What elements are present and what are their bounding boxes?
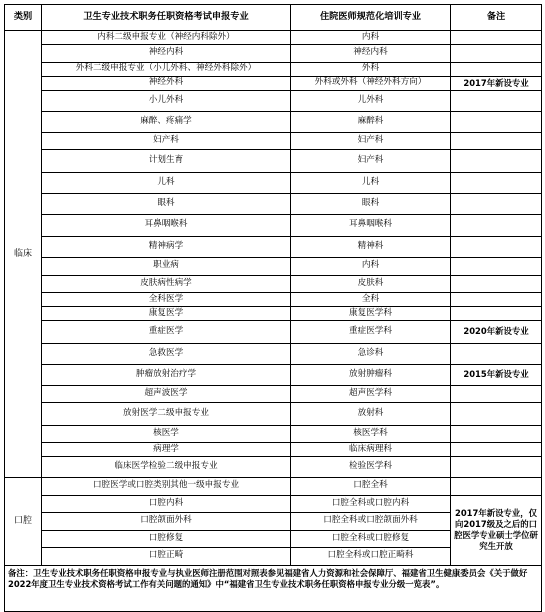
note-cell: 2015年新设专业 [451,364,542,385]
exam-specialty-cell: 重症医学 [42,321,291,344]
note-cell [451,172,542,193]
exam-specialty-cell: 口腔内科 [42,495,291,513]
table-row [5,307,542,321]
residency-specialty-cell: 全科 [291,293,451,307]
footnote-cell [5,565,542,611]
header-note: 备注 [451,5,542,31]
exam-specialty-cell: 妇产科 [42,132,291,150]
table-row [5,403,542,426]
clinical-section [5,31,542,478]
residency-specialty-cell: 口腔全科或口腔修复 [291,530,451,548]
table-row [5,237,542,258]
note-cell [451,150,542,173]
exam-specialty-cell: 口腔颌面外科 [42,513,291,531]
residency-specialty-cell: 康复医学科 [291,307,451,321]
exam-specialty-cell: 口腔正畸 [42,548,291,566]
table-row [5,45,542,63]
table-row [5,343,542,364]
note-cell [451,111,542,132]
exam-specialty-cell: 放射医学二级申报专业 [42,403,291,426]
note-cell [451,31,542,45]
footnote-label: 备注： [8,567,34,578]
table-row [5,90,542,111]
note-cell [451,275,542,293]
table-row [5,495,542,513]
table-row [5,443,542,457]
exam-specialty-cell: 神经内科 [42,45,291,63]
residency-specialty-cell: 超声医学科 [291,385,451,403]
exam-specialty-cell: 麻醉、疼痛学 [42,111,291,132]
table-row [5,111,542,132]
note-cell [451,90,542,111]
residency-specialty-cell: 妇产科 [291,132,451,150]
note-cell: 2017年新设专业 [451,76,542,90]
residency-specialty-cell: 精神科 [291,237,451,258]
table-row [5,258,542,276]
residency-specialty-cell: 口腔全科或口腔颌面外科 [291,513,451,531]
exam-specialty-cell: 超声波医学 [42,385,291,403]
category-cell-clinical: 临床 [5,31,42,478]
note-cell [451,45,542,63]
table-row [5,31,542,45]
table-row [5,62,542,76]
table-row [5,321,542,344]
residency-specialty-cell: 核医学科 [291,425,451,443]
exam-specialty-cell: 全科医学 [42,293,291,307]
exam-specialty-cell: 职业病 [42,258,291,276]
residency-specialty-cell: 妇产科 [291,150,451,173]
residency-specialty-cell: 临床病理科 [291,443,451,457]
residency-specialty-cell: 眼科 [291,193,451,214]
residency-specialty-cell: 外科 [291,62,451,76]
table-row [5,76,542,90]
note-cell [451,343,542,364]
note-cell [451,258,542,276]
table-row [5,293,542,307]
note-cell [451,193,542,214]
exam-specialty-cell: 眼科 [42,193,291,214]
exam-specialty-cell: 外科二级申报专业（小儿外科、神经外科除外） [42,62,291,76]
residency-specialty-cell: 口腔全科或口腔内科 [291,495,451,513]
exam-specialty-cell: 神经外科 [42,76,291,90]
note-cell [451,293,542,307]
exam-specialty-cell: 皮肤病性病学 [42,275,291,293]
table-row [5,457,542,478]
table-row [5,425,542,443]
exam-specialty-cell: 小儿外科 [42,90,291,111]
footnote-section [5,565,542,611]
residency-specialty-cell: 神经内科 [291,45,451,63]
residency-specialty-cell: 皮肤科 [291,275,451,293]
note-cell [451,457,542,478]
table-row [5,364,542,385]
exam-specialty-cell: 儿科 [42,172,291,193]
note-cell [451,307,542,321]
footnote-text: 卫生专业技术职务任职资格申报专业与执业医师注册范围对照表参见福建省人力资源和社会保障厅、福建省卫生健康委员会《关于做好2022年度卫生专业技术资格考试工作有关问题的通知》中“福建省卫生专业技术职务任职资格申报专业分级一览表”。 [8,567,528,589]
residency-specialty-cell: 儿外科 [291,90,451,111]
residency-specialty-cell: 放射科 [291,403,451,426]
exam-specialty-cell: 肿瘤放射治疗学 [42,364,291,385]
residency-specialty-cell: 内科 [291,31,451,45]
note-cell [451,214,542,237]
note-cell [451,425,542,443]
table-row [5,132,542,150]
exam-specialty-cell: 口腔修复 [42,530,291,548]
residency-specialty-cell: 口腔全科 [291,478,451,496]
residency-specialty-cell: 急诊科 [291,343,451,364]
oral-section [5,478,542,566]
residency-specialty-cell: 检验医学科 [291,457,451,478]
table-row [5,193,542,214]
residency-specialty-cell: 麻醉科 [291,111,451,132]
header-category: 类别 [5,5,42,31]
note-cell [451,132,542,150]
table-row [5,150,542,173]
exam-specialty-cell: 临床医学检验二级申报专业 [42,457,291,478]
header-exam-specialty: 卫生专业技术职务任职资格考试申报专业 [42,5,291,31]
residency-specialty-cell: 口腔全科或口腔正畸科 [291,548,451,566]
note-cell: 2020年新设专业 [451,321,542,344]
residency-specialty-cell: 内科 [291,258,451,276]
exam-specialty-cell: 病理学 [42,443,291,457]
exam-specialty-cell: 内科二级申报专业（神经内科除外） [42,31,291,45]
note-cell [451,62,542,76]
note-cell [451,403,542,426]
table-row [5,275,542,293]
exam-specialty-cell: 计划生育 [42,150,291,173]
residency-specialty-cell: 耳鼻咽喉科 [291,214,451,237]
exam-specialty-cell: 康复医学 [42,307,291,321]
table-row [5,385,542,403]
residency-specialty-cell: 儿科 [291,172,451,193]
exam-specialty-cell: 精神病学 [42,237,291,258]
table-row [5,214,542,237]
exam-specialty-cell: 核医学 [42,425,291,443]
table-row [5,478,542,496]
residency-specialty-cell: 放射肿瘤科 [291,364,451,385]
note-cell [451,237,542,258]
note-cell [451,385,542,403]
header-row [5,5,542,31]
residency-specialty-cell: 重症医学科 [291,321,451,344]
table-row [5,172,542,193]
footnote-row [5,565,542,611]
category-cell-oral: 口腔 [5,478,42,566]
exam-specialty-cell: 口腔医学或口腔类别其他一级申报专业 [42,478,291,496]
note-cell [451,443,542,457]
header-residency-specialty: 住院医师规范化培训专业 [291,5,451,31]
residency-specialty-cell: 外科或外科（神经外科方向） [291,76,451,90]
specialty-mapping-table [4,4,542,612]
exam-specialty-cell: 急救医学 [42,343,291,364]
exam-specialty-cell: 耳鼻咽喉科 [42,214,291,237]
oral-note-cell: 2017年新设专业，仅向2017级及之后的口腔医学专业硕士学位研究生开放 [451,495,542,565]
note-cell [451,478,542,496]
